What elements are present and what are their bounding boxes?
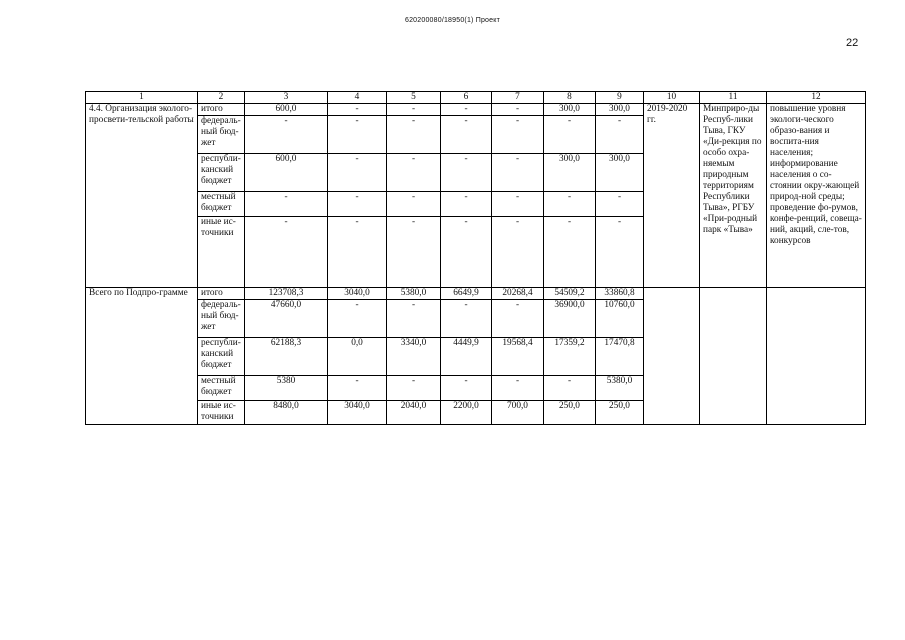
column-number: 11 [700,92,767,104]
value-cell: - [596,116,644,154]
value-cell: 300,0 [544,154,596,192]
empty-cell [644,288,700,425]
value-cell: - [387,376,441,401]
program-table [85,91,866,425]
value-cell: 123708,3 [245,288,328,300]
value-cell: 19568,4 [492,338,544,376]
value-cell: 3040,0 [328,401,387,425]
value-cell: - [492,116,544,154]
value-cell: 5380,0 [387,288,441,300]
value-cell: - [492,300,544,338]
value-cell: - [245,217,328,288]
value-cell: - [245,116,328,154]
column-number: 2 [198,92,245,104]
column-number: 8 [544,92,596,104]
funding-source: республи-канский бюджет [198,338,245,376]
empty-cell [700,288,767,425]
page-number: 22 [846,37,859,49]
value-cell: 600,0 [245,154,328,192]
value-cell: - [328,154,387,192]
value-cell: - [328,217,387,288]
expected-results: повышение уровня экологи-ческого образо-вания и воспита-ния населения; информирование населения о со-стоянии окру-жающей природ-ной среды; проведение фо-румов, конфе-ренций, совеща-ний, акций, сле-тов, конкурсов [767,104,866,288]
value-cell: 17470,8 [596,338,644,376]
value-cell: - [387,154,441,192]
value-cell: - [492,104,544,116]
value-cell: - [328,300,387,338]
value-cell: 17359,2 [544,338,596,376]
value-cell: 4449,9 [441,338,492,376]
column-number: 9 [596,92,644,104]
funding-source: итого [198,288,245,300]
value-cell: - [387,116,441,154]
value-cell: 300,0 [544,104,596,116]
value-cell: 300,0 [596,154,644,192]
funding-source: местный бюджет [198,192,245,217]
value-cell: - [441,217,492,288]
value-cell: - [387,192,441,217]
value-cell: 600,0 [245,104,328,116]
value-cell: 3340,0 [387,338,441,376]
value-cell: 700,0 [492,401,544,425]
funding-source: местный бюджет [198,376,245,401]
total-title: Всего по Подпро-грамме [86,288,198,425]
value-cell: 54509,2 [544,288,596,300]
value-cell: 33860,8 [596,288,644,300]
value-cell: - [544,376,596,401]
funding-source: республи-канский бюджет [198,154,245,192]
funding-source: федераль-ный бюд-жет [198,116,245,154]
value-cell: 8480,0 [245,401,328,425]
value-cell: 3040,0 [328,288,387,300]
empty-cell [767,288,866,425]
value-cell: - [492,217,544,288]
column-number: 12 [767,92,866,104]
value-cell: 0,0 [328,338,387,376]
value-cell: - [441,300,492,338]
value-cell: 47660,0 [245,300,328,338]
value-cell: - [492,376,544,401]
value-cell: - [387,300,441,338]
value-cell: - [328,376,387,401]
column-number: 4 [328,92,387,104]
table-row [86,104,866,116]
table-row [86,288,866,300]
column-number: 1 [86,92,198,104]
column-number-row [86,92,866,104]
value-cell: - [441,376,492,401]
column-number: 10 [644,92,700,104]
value-cell: 2040,0 [387,401,441,425]
executors: Минприро-ды Респуб-лики Тыва, ГКУ «Ди-рекция по особо охра-няемым природным территориям Республики Тыва», РГБУ «При-родный парк «Тыва» [700,104,767,288]
value-cell: - [544,192,596,217]
value-cell: - [441,192,492,217]
value-cell: 10760,0 [596,300,644,338]
column-number: 7 [492,92,544,104]
funding-source: федераль-ный бюд-жет [198,300,245,338]
value-cell: - [492,192,544,217]
funding-source: иные ис-точники [198,217,245,288]
value-cell: 5380 [245,376,328,401]
column-number: 6 [441,92,492,104]
value-cell: - [328,104,387,116]
activity-title: 4.4. Организация эколого-просвети-тельской работы [86,104,198,288]
value-cell: 5380,0 [596,376,644,401]
value-cell: - [544,116,596,154]
value-cell: - [596,192,644,217]
value-cell: - [441,116,492,154]
value-cell: - [245,192,328,217]
value-cell: 250,0 [596,401,644,425]
value-cell: - [441,154,492,192]
value-cell: 250,0 [544,401,596,425]
column-number: 3 [245,92,328,104]
value-cell: - [596,217,644,288]
value-cell: - [441,104,492,116]
value-cell: - [387,104,441,116]
value-cell: 20268,4 [492,288,544,300]
value-cell: - [387,217,441,288]
implementation-period: 2019-2020 гг. [644,104,700,288]
value-cell: - [492,154,544,192]
value-cell: - [328,116,387,154]
value-cell: - [328,192,387,217]
column-number: 5 [387,92,441,104]
funding-source: иные ис-точники [198,401,245,425]
value-cell: 36900,0 [544,300,596,338]
funding-source: итого [198,104,245,116]
value-cell: 2200,0 [441,401,492,425]
value-cell: 6649,9 [441,288,492,300]
value-cell: 300,0 [596,104,644,116]
value-cell: 62188,3 [245,338,328,376]
document-code: 620200080/18950(1) Проект [404,17,500,24]
value-cell: - [544,217,596,288]
